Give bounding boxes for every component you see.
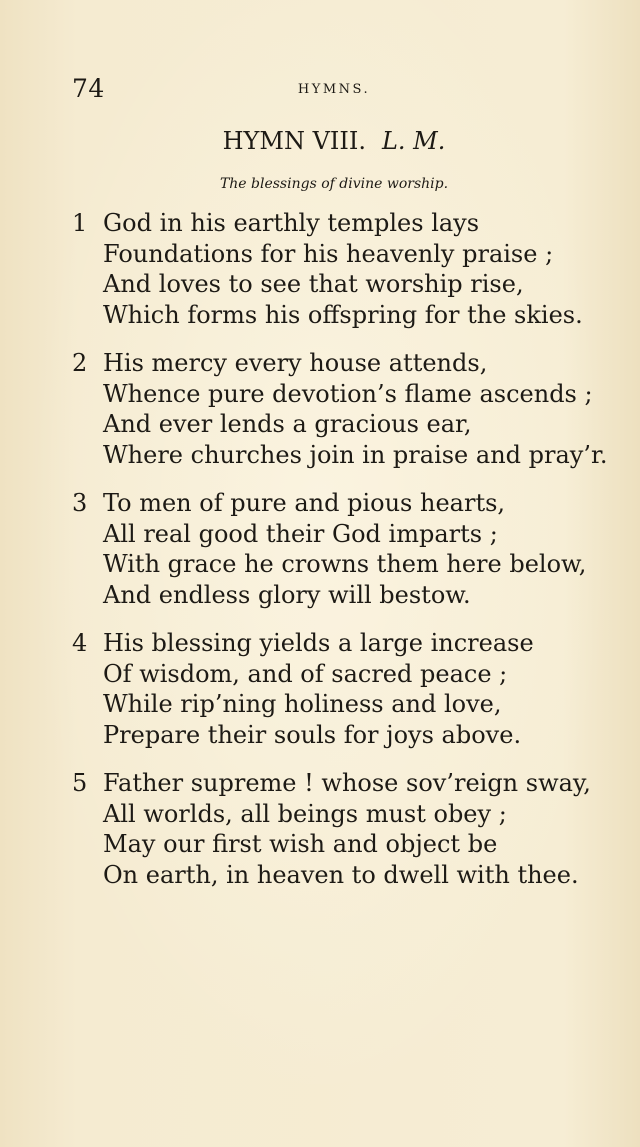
verse-line: Where churches join in praise and pray’r. (103, 440, 608, 469)
page-number: 74 (72, 74, 105, 103)
verse-line: Of wisdom, and of sacred peace ; (103, 659, 508, 688)
verse-number: 3 (72, 489, 88, 517)
verse-1 (72, 208, 612, 348)
verse-line: Father supreme ! whose sov’reign sway, (103, 769, 591, 797)
verse-number: 4 (72, 629, 88, 657)
running-head: HYMNS. (297, 82, 371, 97)
verse-line: His blessing yields a large increase (103, 629, 534, 657)
verse-line: Whence pure devotion’s flame ascends ; (103, 379, 593, 408)
hymn-title (0, 127, 640, 155)
verse-number: 1 (72, 209, 88, 237)
verse-line: All real good their God imparts ; (103, 519, 498, 548)
verse-line: And endless glory will bestow. (103, 580, 471, 609)
verse-3 (72, 488, 612, 628)
hymn-metre: L. M. (381, 127, 446, 155)
verse-line: On earth, in heaven to dwell with thee. (103, 860, 579, 889)
verse-line: God in his earthly temples lays (103, 209, 480, 237)
verse-line: Foundations for his heavenly praise ; (103, 239, 554, 268)
verse-line: While rip’ning holiness and love, (103, 690, 502, 718)
verse-5 (72, 768, 612, 908)
verse-line: All worlds, all beings must obey ; (103, 799, 507, 828)
hymn-title-text: HYMN VIII. (222, 127, 366, 155)
verse-line: And loves to see that worship rise, (103, 270, 524, 298)
verses (72, 208, 612, 908)
verse-line: Prepare their souls for joys above. (103, 720, 522, 749)
verse-line: His mercy every house attends, (103, 349, 488, 377)
verse-number: 2 (72, 349, 88, 377)
verse-2 (72, 348, 612, 488)
verse-number: 5 (72, 769, 88, 797)
hymn-subtitle: The blessings of divine worship. (219, 176, 449, 192)
verse-4 (72, 628, 612, 768)
verse-line: With grace he crowns them here below, (103, 550, 587, 578)
verse-line: Which forms his offspring for the skies. (103, 300, 583, 329)
verse-line: May our first wish and object be (103, 830, 498, 858)
verse-line: To men of pure and pious hearts, (103, 489, 506, 517)
verse-line: And ever lends a gracious ear, (103, 410, 472, 438)
